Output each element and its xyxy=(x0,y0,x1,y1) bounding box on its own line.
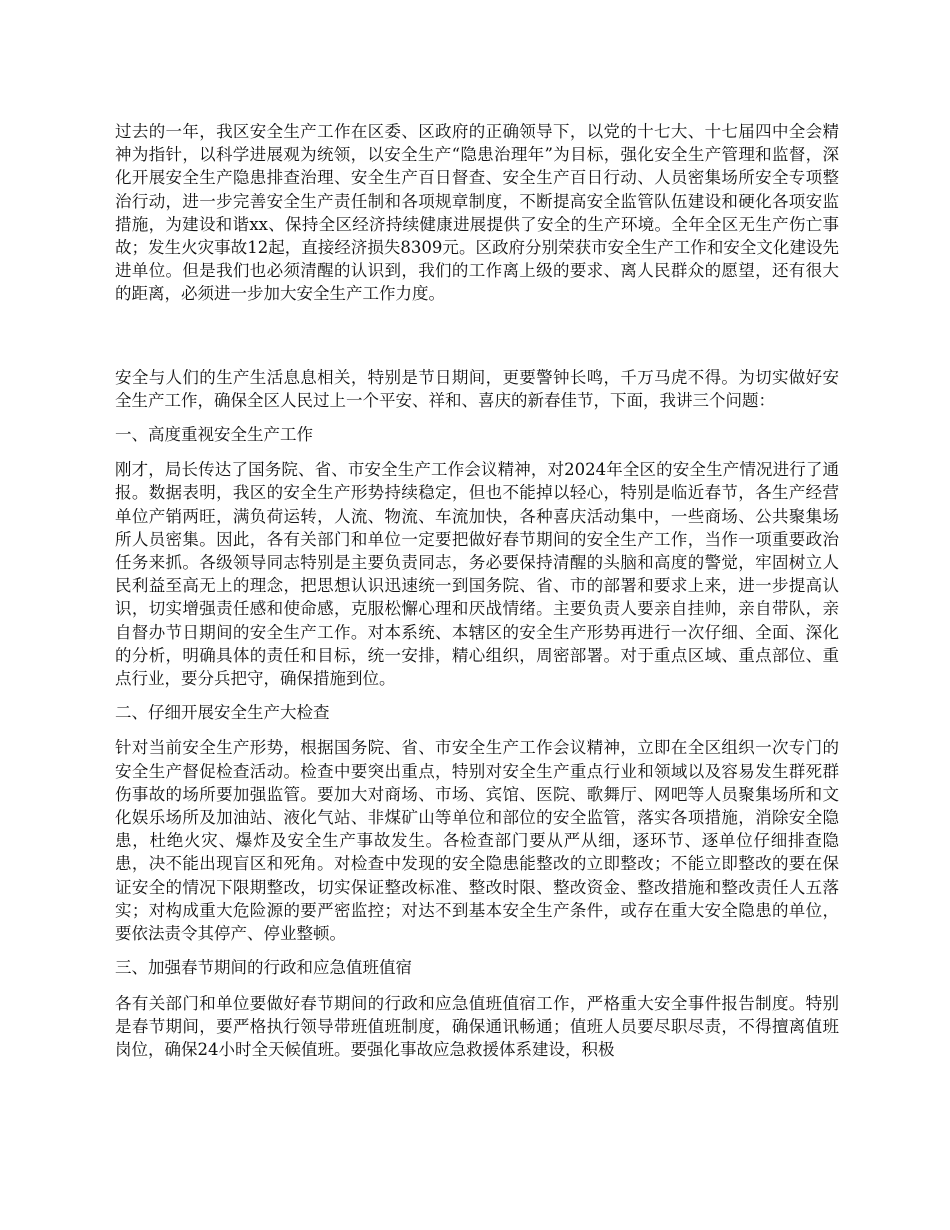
paragraph-intro: 安全与人们的生产生活息息相关，特别是节日期间，更要警钟长鸣，千万马虎不得。为切实做好安全生产工作，确保全区人民过上一个平安、祥和、喜庆的新春佳节，下面，我讲三个问题： xyxy=(115,367,839,410)
document-body xyxy=(115,120,839,1061)
section-heading-3: 三、加强春节期间的行政和应急值班值宿 xyxy=(115,958,412,978)
paragraph-section-3: 各有关部门和单位要做好春节期间的行政和应急值班值宿工作，严格重大安全事件报告制度。特别是春节期间，要严格执行领导带班值班制度，确保通讯畅通；值班人员要尽职尽责，不得擅离值班岗位，确保24小时全天候值班。要强化事故应急救援体系建设，积极 xyxy=(115,993,839,1059)
section-heading-2: 二、仔细开展安全生产大检查 xyxy=(115,703,330,723)
paragraph-section-1: 刚才，局长传达了国务院、省、市安全生产工作会议精神，对2024年全区的安全生产情况进行了通报。数据表明，我区的安全生产形势持续稳定，但也不能掉以轻心，特别是临近春节，各生产经营单位产销两旺，满负荷运转，人流、物流、车流加快，各种喜庆活动集中，一些商场、公共聚集场所人员密集。因此，各有关部门和单位一定要把做好春节期间的安全生产工作，当作一项重要政治任务来抓。各级领导同志特别是主要负责同志，务必要保持清醒的头脑和高度的警觉，牢固树立人民利益至高无上的理念，把思想认识迅速统一到国务院、省、市的部署和要求上来，进一步提高认识，切实增强责任感和使命感，克服松懈心理和厌战情绪。主要负责人要亲自挂帅，亲自带队，亲自督办节日期间的安全生产工作。对本系统、本辖区的安全生产形势再进行一次仔细、全面、深化的分析，明确具体的责任和目标，统一安排，精心组织，周密部署。对于重点区域、重点部位、重点行业，要分兵把守，确保措施到位。 xyxy=(115,460,839,689)
paragraph-review: 过去的一年，我区安全生产工作在区委、区政府的正确领导下，以党的十七大、十七届四中全会精神为指针，以科学进展观为统领，以安全生产“隐患治理年”为目标，强化安全生产管理和监督，深化开展安全生产隐患排查治理、安全生产百日督查、安全生产百日行动、人员密集场所安全专项整治行动，进一步完善安全生产责任制和各项规章制度，不断提高安全监管队伍建设和硬化各项安监措施，为建设和谐xx、保持全区经济持续健康进展提供了安全的生产环境。全年全区无生产伤亡事故；发生火灾事故12起，直接经济损失8309元。区政府分别荣获市安全生产工作和安全文化建设先进单位。但是我们也必须清醒的认识到，我们的工作离上级的要求、离人民群众的愿望，还有很大的距离，必须进一步加大安全生产工作力度。 xyxy=(115,122,839,304)
paragraph-section-2: 针对当前安全生产形势，根据国务院、省、市安全生产工作会议精神，立即在全区组织一次专门的安全生产督促检查活动。检查中要突出重点，特别对安全生产重点行业和领域以及容易发生群死群伤事故的场所要加强监管。要加大对商场、市场、宾馆、医院、歌舞厅、网吧等人员聚集场所和文化娱乐场所及加油站、液化气站、非煤矿山等单位和部位的安全监管，落实各项措施，消除安全隐患，杜绝火灾、爆炸及安全生产事故发生。各检查部门要从严从细，逐环节、逐单位仔细排查隐患，决不能出现盲区和死角。对检查中发现的安全隐患能整改的立即整改；不能立即整改的要在保证安全的情况下限期整改，切实保证整改标准、整改时限、整改资金、整改措施和整改责任人五落实；对构成重大危险源的要严密监控；对达不到基本安全生产条件，或存在重大安全隐患的单位，要依法责令其停产、停业整顿。 xyxy=(115,738,839,944)
section-heading-1: 一、高度重视安全生产工作 xyxy=(115,425,313,445)
